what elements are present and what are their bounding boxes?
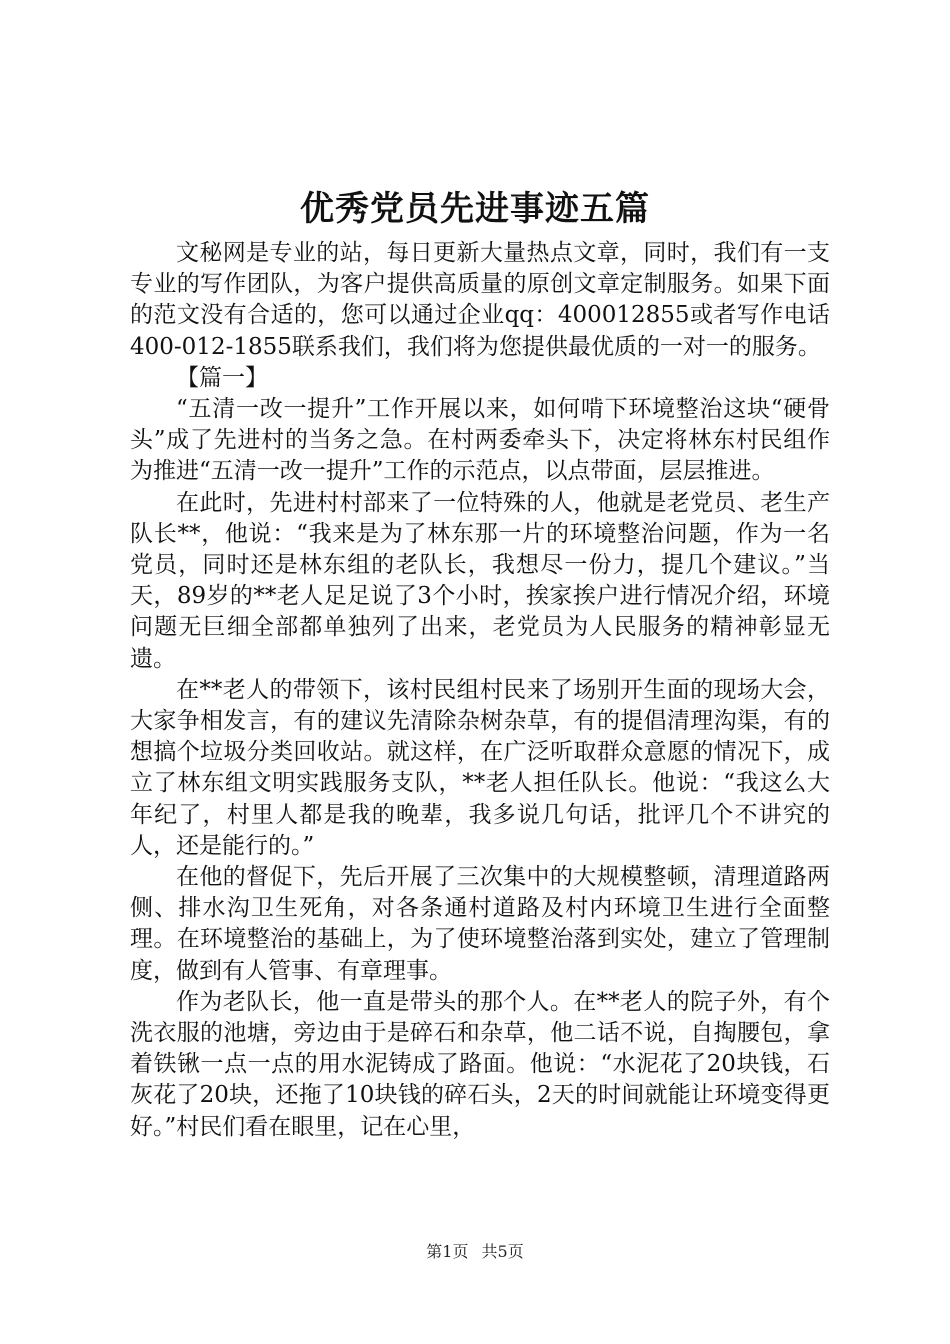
body-paragraph: 作为老队长，他一直是带头的那个人。在**老人的院子外，有个洗衣服的池塘，旁边由于是碎石和杂草，他二话不说，自掏腰包，拿着铁锹一点一点的用水泥铸成了路面。他说：“水泥花了20块钱，石灰花了20块，还拖了10块钱的碎石头，2天的时间就能让环境变得更好。”村民们看在眼里，记在心里， bbox=[130, 988, 830, 1140]
body-paragraph: 在**老人的带领下，该村民组村民来了场别开生面的现场大会，大家争相发言，有的建议先清除杂树杂草，有的提倡清理沟渠，有的想搞个垃圾分类回收站。就这样，在广泛听取群众意愿的情况下，成立了林东组文明实践服务支队，**老人担任队长。他说：“我这么大年纪了，村里人都是我的晚辈，我多说几句话，批评几个不讲究的人，还是能行的。” bbox=[130, 676, 830, 859]
body-paragraph: 在他的督促下，先后开展了三次集中的大规模整顿，清理道路两侧、排水沟卫生死角，对各条通村道路及村内环境卫生进行全面整理。在环境整治的基础上，为了使环境整治落到实处，建立了管理制度，做到有人管事、有章理事。 bbox=[130, 864, 830, 984]
intro-paragraph: 文秘网是专业的站，每日更新大量热点文章，同时，我们有一支专业的写作团队，为客户提供高质量的原创文章定制服务。如果下面的范文没有合适的，您可以通过企业qq：400012855或者写作电话400-012-1855联系我们，我们将为您提供最优质的一对一的服务。 bbox=[130, 240, 830, 360]
body-paragraph: 在此时，先进村村部来了一位特殊的人，他就是老党员、老生产队长**，他说：“我来是为了林东那一片的环境整治问题，作为一名党员，同时还是林东组的老队长，我想尽一份力，提几个建议。”当天，89岁的**老人足足说了3个小时，挨家挨户进行情况介绍，环境问题无巨细全部都单独列了出来，老党员为人民服务的精神彰显无遗。 bbox=[130, 489, 830, 672]
page-total: 共5页 bbox=[481, 1242, 524, 1261]
section-heading: 【篇一】 bbox=[176, 364, 268, 391]
page-footer bbox=[0, 1240, 950, 1264]
document-body bbox=[130, 238, 830, 1143]
page-number: 第1页 bbox=[426, 1242, 469, 1261]
body-paragraph: “五清一改一提升”工作开展以来，如何啃下环境整治这块“硬骨头”成了先进村的当务之急。在村两委牵头下，决定将林东村民组作为推进“五清一改一提升”工作的示范点，以点带面，层层推进。 bbox=[130, 396, 830, 485]
document-title: 优秀党员先进事迹五篇 bbox=[300, 189, 650, 229]
